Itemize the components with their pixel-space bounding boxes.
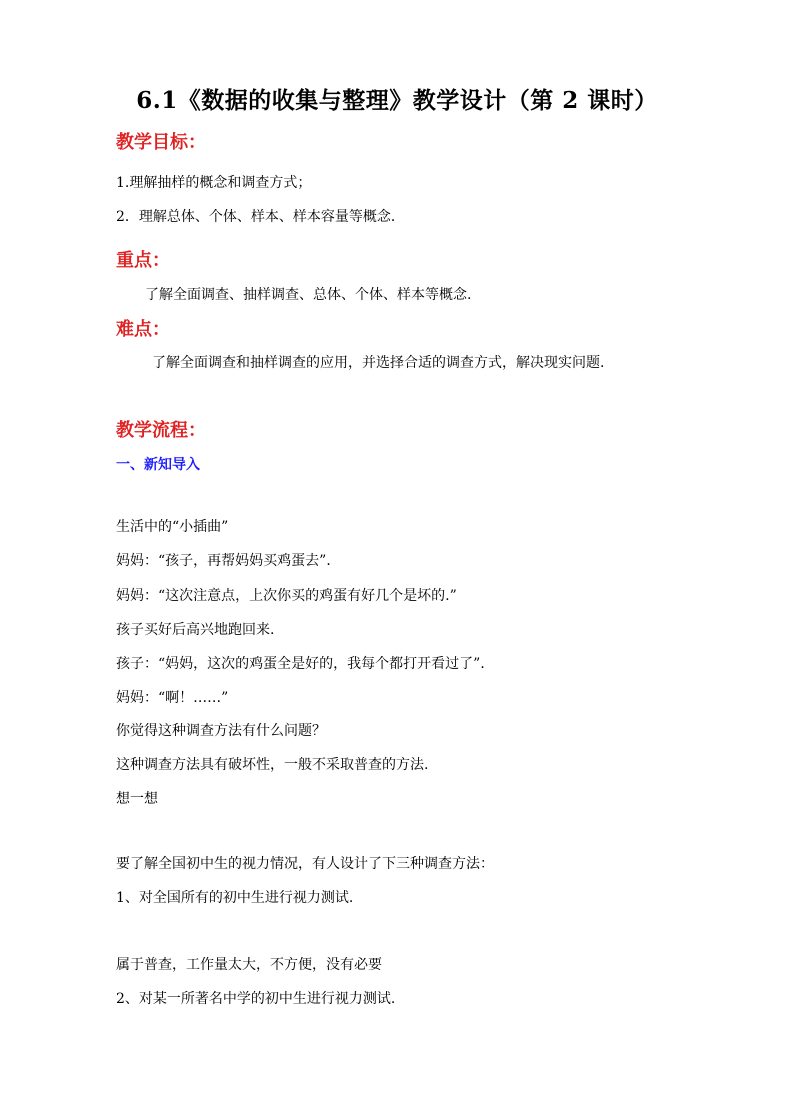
document-title: 6.1《数据的收集与整理》教学设计（第 2 课时） xyxy=(136,87,658,114)
section-heading-new-knowledge: 一、新知导入 xyxy=(116,457,200,473)
method-item-2: 2、对某一所著名中学的初中生进行视力测试. xyxy=(116,991,396,1007)
dialogue-line: 孩子：“妈妈，这次的鸡蛋全是好的，我每个都打开看过了”． xyxy=(116,656,495,672)
method-comment-1: 属于普查，工作量太大，不方便，没有必要 xyxy=(116,957,382,973)
process-heading: 教学流程： xyxy=(116,420,206,441)
dialogue-line: 妈妈：“啊！……” xyxy=(116,690,229,706)
dialogue-line: 孩子买好后高兴地跑回来. xyxy=(116,622,275,638)
key-points-heading: 重点： xyxy=(116,250,170,271)
key-points-text: 了解全面调查、抽样调查、总体、个体、样本等概念. xyxy=(145,287,472,303)
problem-line: 要了解全国初中生的视力情况，有人设计了下三种调查方法： xyxy=(116,856,494,872)
dialogue-line: 生活中的“小插曲” xyxy=(116,519,229,535)
difficult-points-heading: 难点： xyxy=(116,319,170,340)
difficult-points-text: 了解全面调查和抽样调查的应用，并选择合适的调查方式，解决现实问题. xyxy=(152,355,605,371)
answer-line: 这种调查方法具有破坏性，一般不采取普查的方法. xyxy=(116,757,429,773)
method-item-1: 1、对全国所有的初中生进行视力测试. xyxy=(116,890,354,906)
dialogue-line: 妈妈：“孩子，再帮妈妈买鸡蛋去”． xyxy=(116,553,341,569)
dialogue-line: 妈妈：“这次注意点，上次你买的鸡蛋有好几个是坏的.” xyxy=(116,588,457,604)
objectives-heading: 教学目标： xyxy=(116,132,206,153)
objective-item-2: 2．理解总体、个体、样本、样本容量等概念． xyxy=(116,209,405,225)
think-prompt: 想一想 xyxy=(116,791,158,807)
objective-item-1: 1.理解抽样的概念和调查方式； xyxy=(116,175,312,191)
question-line: 你觉得这种调查方法有什么问题？ xyxy=(116,723,326,739)
